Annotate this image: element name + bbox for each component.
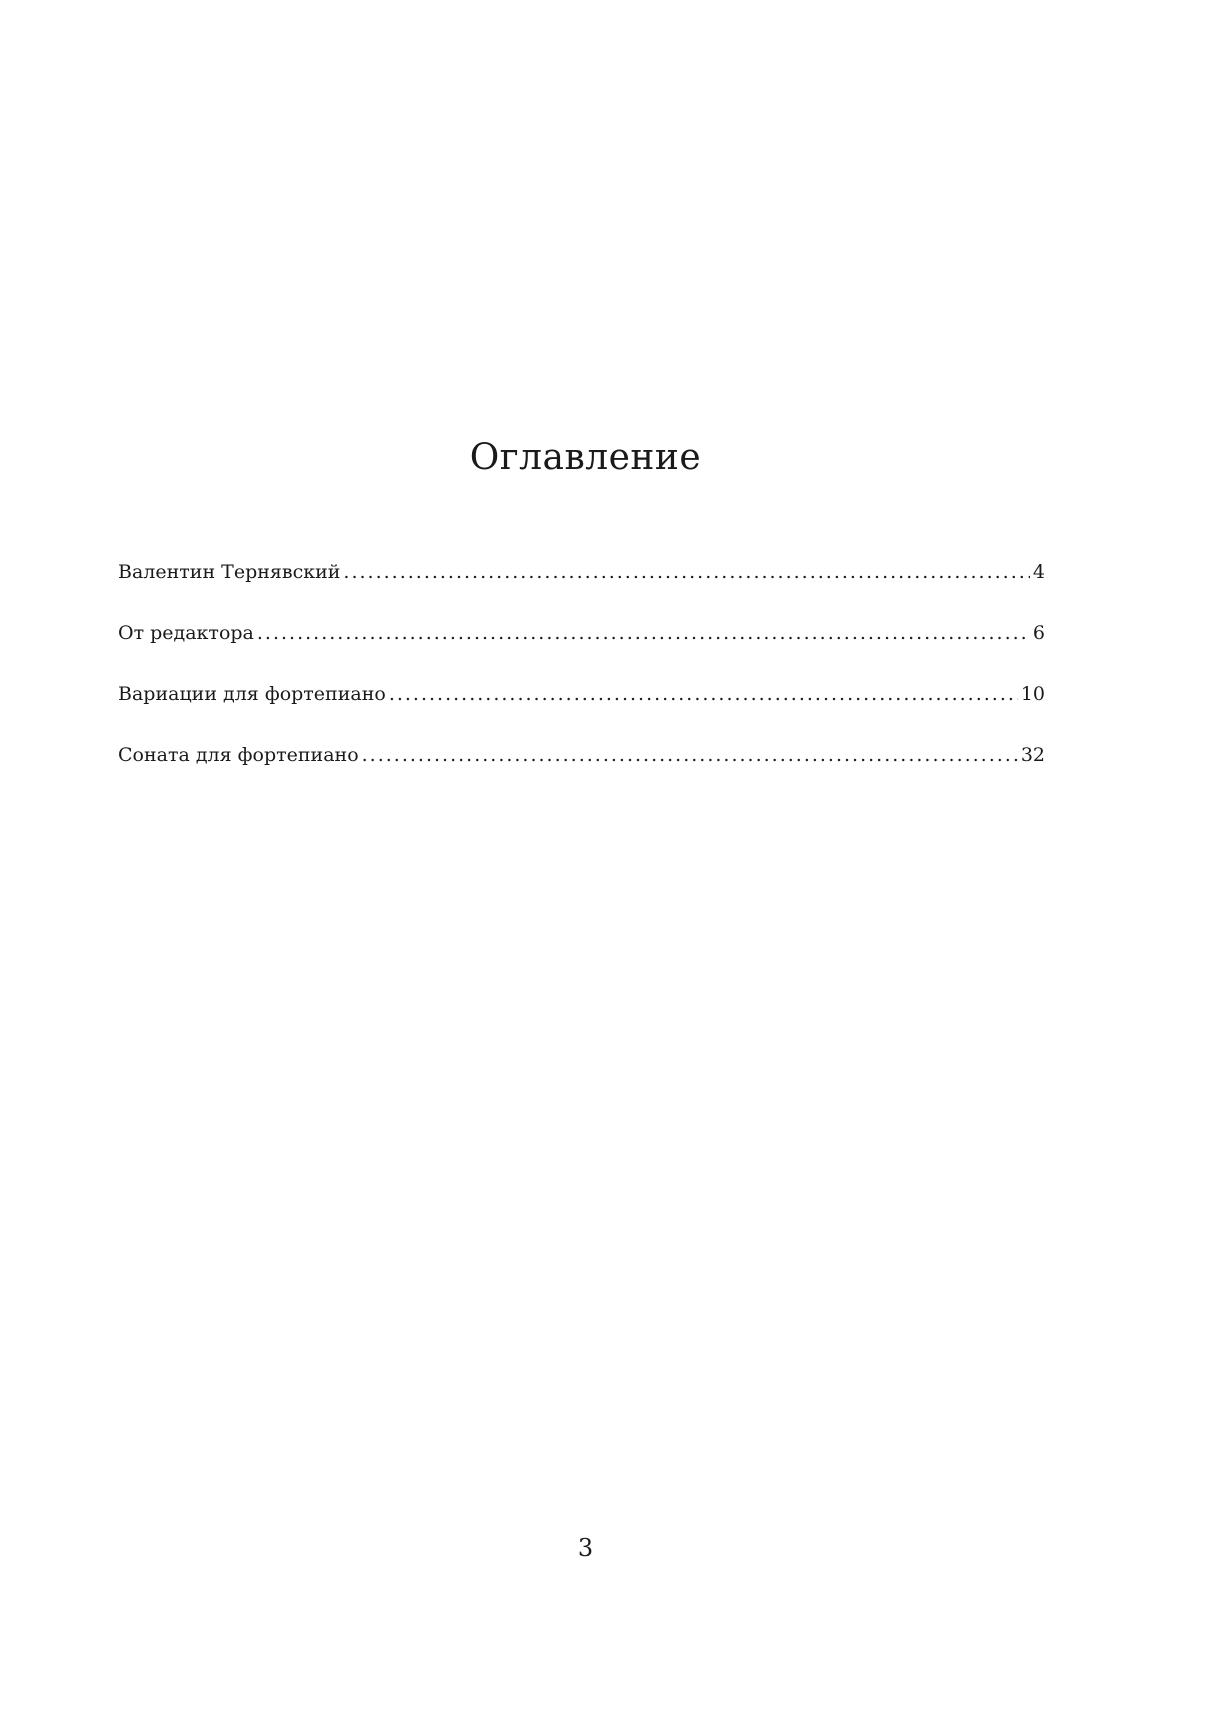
table-of-contents: [118, 560, 1045, 804]
toc-entry-label: Соната для фортепиано: [118, 744, 359, 766]
toc-entry-label: От редактора: [118, 622, 254, 644]
toc-entry[interactable]: [118, 743, 1045, 804]
page-number: 3: [577, 1534, 594, 1562]
toc-entry-page: 10: [1020, 683, 1045, 705]
page-title: Оглавление: [469, 437, 702, 478]
toc-entry-page: 32: [1020, 744, 1045, 766]
toc-entry-page: 6: [1032, 622, 1045, 644]
dot-leader: [389, 682, 1018, 706]
toc-entry-page: 4: [1032, 561, 1045, 583]
toc-entry-label: Вариации для фортепиано: [118, 683, 386, 705]
toc-entry[interactable]: [118, 621, 1045, 682]
toc-entry[interactable]: [118, 682, 1045, 743]
toc-entry[interactable]: [118, 560, 1045, 621]
toc-entry-label: Валентин Тернявский: [118, 561, 341, 583]
dot-leader: [343, 560, 1029, 584]
dot-leader: [362, 743, 1018, 767]
dot-leader: [257, 621, 1030, 645]
